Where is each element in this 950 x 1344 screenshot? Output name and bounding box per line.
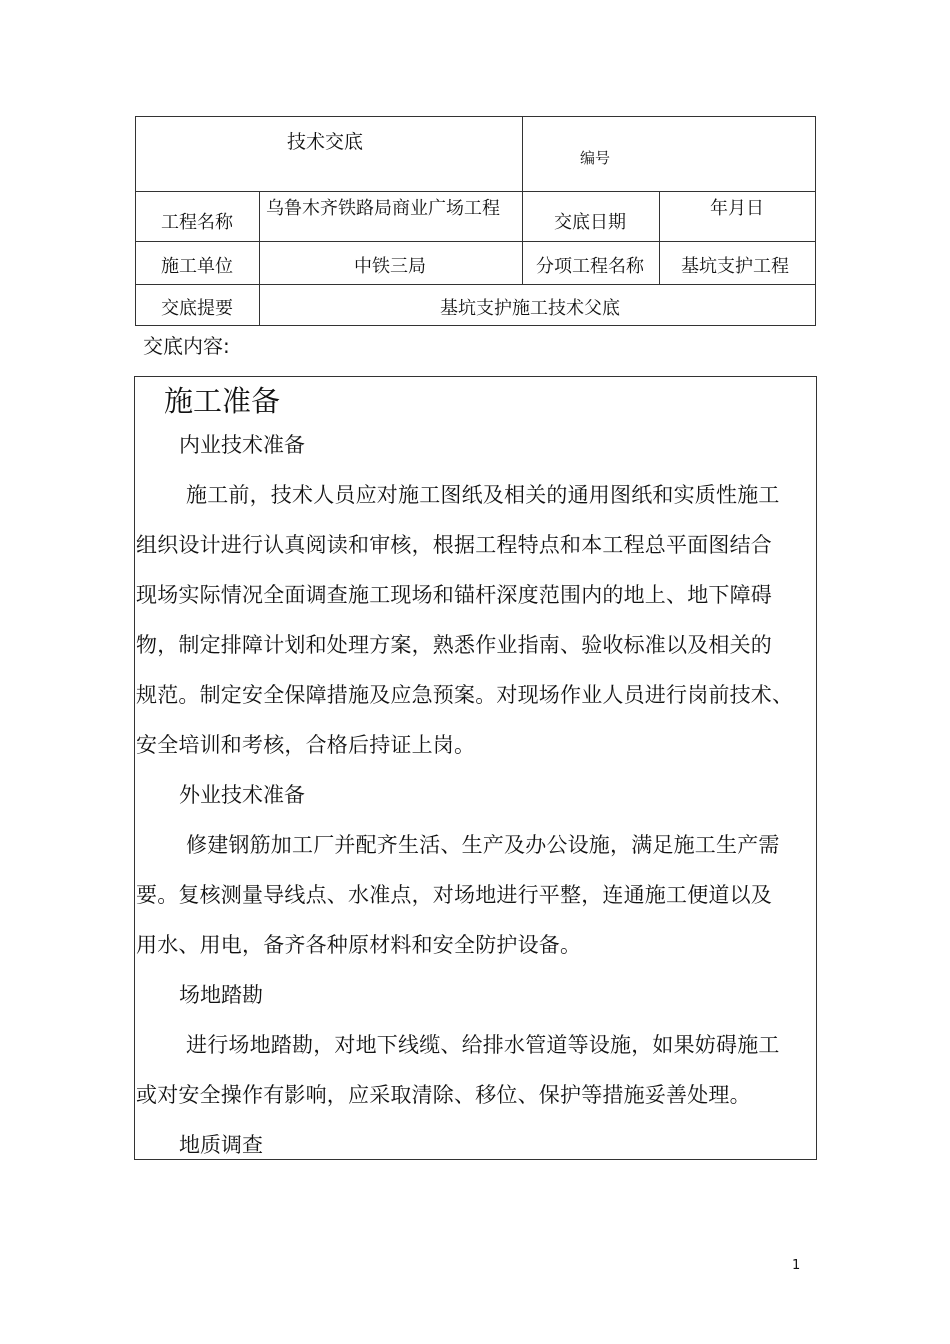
subheading-internal-prep: 内业技术准备 xyxy=(179,433,305,457)
paragraph-line: 施工前，技术人员应对施工图纸及相关的通用图纸和实质性施工 xyxy=(186,483,780,507)
subitem-value-cell xyxy=(659,241,816,285)
paragraph-line: 或对安全操作有影响，应采取清除、移位、保护等措施妥善处理。 xyxy=(136,1083,751,1107)
project-name-value: 乌鲁木齐铁路局商业广场工程 xyxy=(266,198,500,219)
paragraph-line: 修建钢筋加工厂并配齐生活、生产及办公设施，满足施工生产需 xyxy=(186,833,780,857)
page-number: 1 xyxy=(792,1258,801,1273)
project-name-value-cell xyxy=(259,191,523,242)
date-value: 年月日 xyxy=(710,198,764,219)
doc-title: 技术交底 xyxy=(287,131,364,153)
content-box xyxy=(134,376,817,1160)
project-name-label-cell xyxy=(135,191,260,242)
subitem-label: 分项工程名称 xyxy=(536,256,644,277)
summary-value-cell xyxy=(259,284,816,326)
number-label: 编号 xyxy=(580,149,611,167)
date-value-cell xyxy=(659,191,816,242)
paragraph-line: 物，制定排障计划和处理方案，熟悉作业指南、验收标准以及相关的 xyxy=(136,633,772,657)
paragraph-line: 要。复核测量导线点、水准点，对场地进行平整，连通施工便道以及 xyxy=(136,883,772,907)
paragraph-line: 进行场地踏勘，对地下线缆、给排水管道等设施，如果妨碍施工 xyxy=(186,1033,780,1057)
paragraph-line: 现场实际情况全面调查施工现场和锚杆深度范围内的地上、地下障碍 xyxy=(136,583,772,607)
subitem-value: 基坑支护工程 xyxy=(681,256,789,277)
date-label-cell xyxy=(522,191,660,242)
paragraph-line: 规范。制定安全保障措施及应急预案。对现场作业人员进行岗前技术、 xyxy=(136,683,794,707)
project-name-label: 工程名称 xyxy=(161,212,233,233)
summary-label-cell xyxy=(135,284,260,326)
subheading-geology: 地质调查 xyxy=(179,1133,263,1157)
subheading-external-prep: 外业技术准备 xyxy=(179,783,305,807)
paragraph-line: 安全培训和考核，合格后持证上岗。 xyxy=(136,733,476,757)
subitem-label-cell xyxy=(522,241,660,285)
summary-label: 交底提要 xyxy=(161,298,233,319)
header-table xyxy=(135,116,816,326)
title-cell xyxy=(135,116,523,192)
subheading-site-survey: 场地踏勘 xyxy=(179,983,263,1007)
paragraph-line: 用水、用电，备齐各种原材料和安全防护设备。 xyxy=(136,933,582,957)
content-label: 交底内容: xyxy=(143,334,230,358)
date-label: 交底日期 xyxy=(554,212,626,233)
unit-label-cell xyxy=(135,241,260,285)
paragraph-line: 组织设计进行认真阅读和审核，根据工程特点和本工程总平面图结合 xyxy=(136,533,772,557)
summary-value: 基坑支护施工技术父底 xyxy=(440,298,620,319)
section-title: 施工准备 xyxy=(164,384,281,418)
unit-value-cell xyxy=(259,241,523,285)
unit-label: 施工单位 xyxy=(161,256,233,277)
unit-value: 中铁三局 xyxy=(354,256,426,277)
number-cell xyxy=(522,116,816,192)
